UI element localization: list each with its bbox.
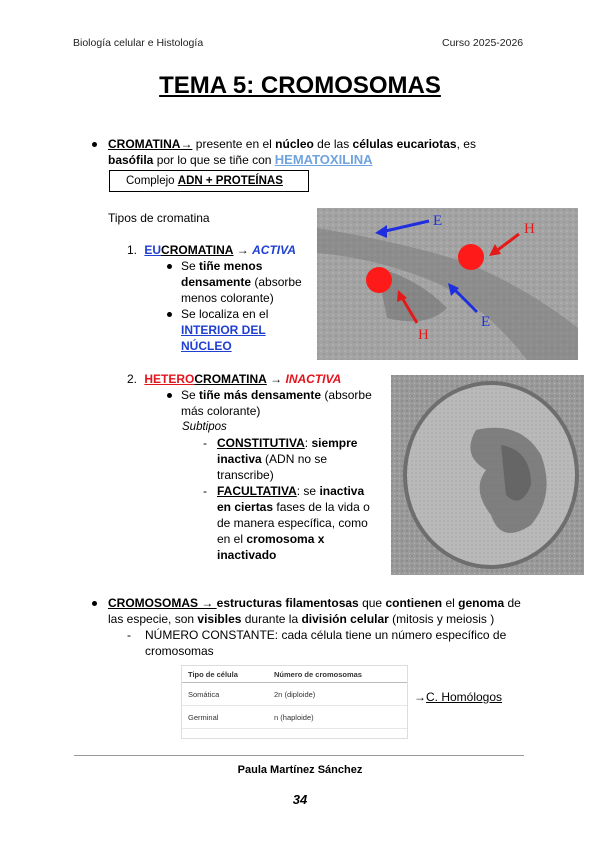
table-header [182, 666, 407, 683]
text-bold: núcleo [275, 137, 314, 151]
eucromatina-bullet-2 [181, 306, 291, 354]
header-course: Biología celular e Histología [73, 37, 204, 49]
table-header-cell: Tipo de célula [182, 666, 268, 683]
label-h-right: H [524, 221, 535, 237]
micrograph-cromatina [317, 208, 578, 360]
heterochromatin-marker [458, 244, 484, 270]
homologos-note [414, 690, 502, 704]
cromosomas-paragraph [108, 595, 528, 627]
complejo-box [109, 170, 309, 192]
text: (mitosis y meiosis ) [388, 612, 495, 626]
table-cell: Germinal [182, 706, 268, 729]
text: de las especie, son [108, 596, 521, 626]
text-bold: CROMATINA [194, 372, 267, 386]
dash: - [127, 628, 131, 642]
heterocromatina-bullet-1 [181, 387, 381, 419]
cromosomas-table [181, 665, 408, 739]
facultativa-item [217, 483, 377, 563]
bullet-dot [92, 142, 97, 147]
table-cell: Somática [182, 683, 268, 706]
page-number: 34 [292, 792, 308, 807]
text-bold: tiñe menos densamente [181, 259, 263, 289]
text-bold: estructuras filamentosas [216, 596, 359, 610]
header-year: Curso 2025-2026 [442, 37, 524, 49]
page-title: TEMA 5: CROMOSOMAS [159, 72, 441, 99]
text: Se [181, 259, 200, 273]
subtipos-label: Subtipos [182, 421, 227, 433]
text-bold: tiñe más densamente [199, 388, 322, 402]
bullet-dot [167, 264, 172, 269]
footer-divider [74, 755, 524, 756]
arrow: → [266, 372, 286, 386]
text-bold: genoma [458, 596, 505, 610]
heterochromatin-marker [366, 267, 392, 293]
list-number: 1. [127, 243, 138, 257]
table-row [182, 683, 407, 706]
text: (ADN no se transcribe) [217, 452, 328, 482]
micrograph-heterocromatina [391, 375, 584, 575]
text-bold: visibles [197, 612, 242, 626]
text: fases de la vida o de manera específica, como en el [217, 500, 370, 546]
micrograph-drawing [317, 208, 578, 360]
text: Se localiza en el [181, 307, 269, 321]
micrograph-drawing-2 [391, 375, 584, 575]
text: : se [296, 484, 320, 498]
eucromatina-heading [127, 242, 296, 258]
text: (absorbe más colorante) [181, 388, 372, 418]
table-row [182, 706, 407, 729]
activa-label: ACTIVA [252, 243, 296, 257]
label-e-bottom: E [481, 314, 491, 330]
dash: - [203, 484, 207, 498]
table-cell: 2n (diploide) [268, 683, 407, 706]
inactiva-label: INACTIVA [285, 372, 342, 386]
text-bold: siempre inactiva [217, 436, 358, 466]
list-number: 2. [127, 372, 138, 386]
text-bold: células eucariotas [352, 137, 457, 151]
tipos-label: Tipos de cromatina [108, 211, 210, 225]
text: Se [181, 388, 200, 402]
text: el [442, 596, 459, 610]
text-bold: división celular [301, 612, 389, 626]
homologos-text: C. Homólogos [426, 690, 503, 704]
footer-author: Paula Martínez Sánchez [237, 764, 363, 776]
text: que [358, 596, 386, 610]
arrow: → [233, 243, 253, 257]
text: (absorbe menos colorante) [181, 275, 302, 305]
text: por lo que se tiñe con [153, 153, 275, 167]
interior-nucleo: INTERIOR DEL NÚCLEO [181, 323, 266, 353]
table-cell: n (haploide) [268, 706, 407, 729]
bullet-dot [167, 393, 172, 398]
text-bold: inactiva en ciertas [217, 484, 365, 514]
constitutiva-term: CONSTITUTIVA [217, 436, 305, 450]
text-bold: ADN + PROTEÍNAS [177, 175, 283, 187]
label-e-top: E [433, 213, 443, 229]
text: , es [456, 137, 476, 151]
text-bold: basófila [108, 153, 154, 167]
heterocromatina-heading [127, 371, 341, 387]
dash: - [203, 436, 207, 450]
cromosomas-term: CROMOSOMAS [108, 596, 198, 610]
text: presente en el [192, 137, 276, 151]
eucromatina-bullet-1 [181, 258, 309, 306]
constitutiva-item [217, 435, 377, 483]
text-bold: CROMATINA [161, 243, 234, 257]
hetero-prefix: HETERO [144, 372, 195, 386]
label-h-bottom: H [418, 327, 429, 343]
bullet-dot [167, 312, 172, 317]
text: Complejo [126, 175, 178, 187]
numero-constante: NÚMERO CONSTANTE: cada célula tiene un número específico de cromosomas [145, 628, 507, 658]
text-bold: cromosoma x inactivado [217, 532, 325, 562]
table-header-cell: Número de cromosomas [268, 666, 407, 683]
cromatina-term: CROMATINA [108, 137, 181, 151]
text-bold: contienen [385, 596, 443, 610]
facultativa-term: FACULTATIVA [217, 484, 297, 498]
cromatina-arrow: → [180, 137, 193, 151]
bullet-dot [92, 601, 97, 606]
eu-prefix: EU [144, 243, 162, 257]
arrow: → [414, 690, 426, 704]
arrow: → [198, 596, 217, 610]
cromatina-paragraph [108, 136, 518, 168]
text: durante la [241, 612, 302, 626]
text: de las [313, 137, 353, 151]
text: : [304, 436, 312, 450]
hematoxilina-link: HEMATOXILINA [274, 152, 373, 167]
